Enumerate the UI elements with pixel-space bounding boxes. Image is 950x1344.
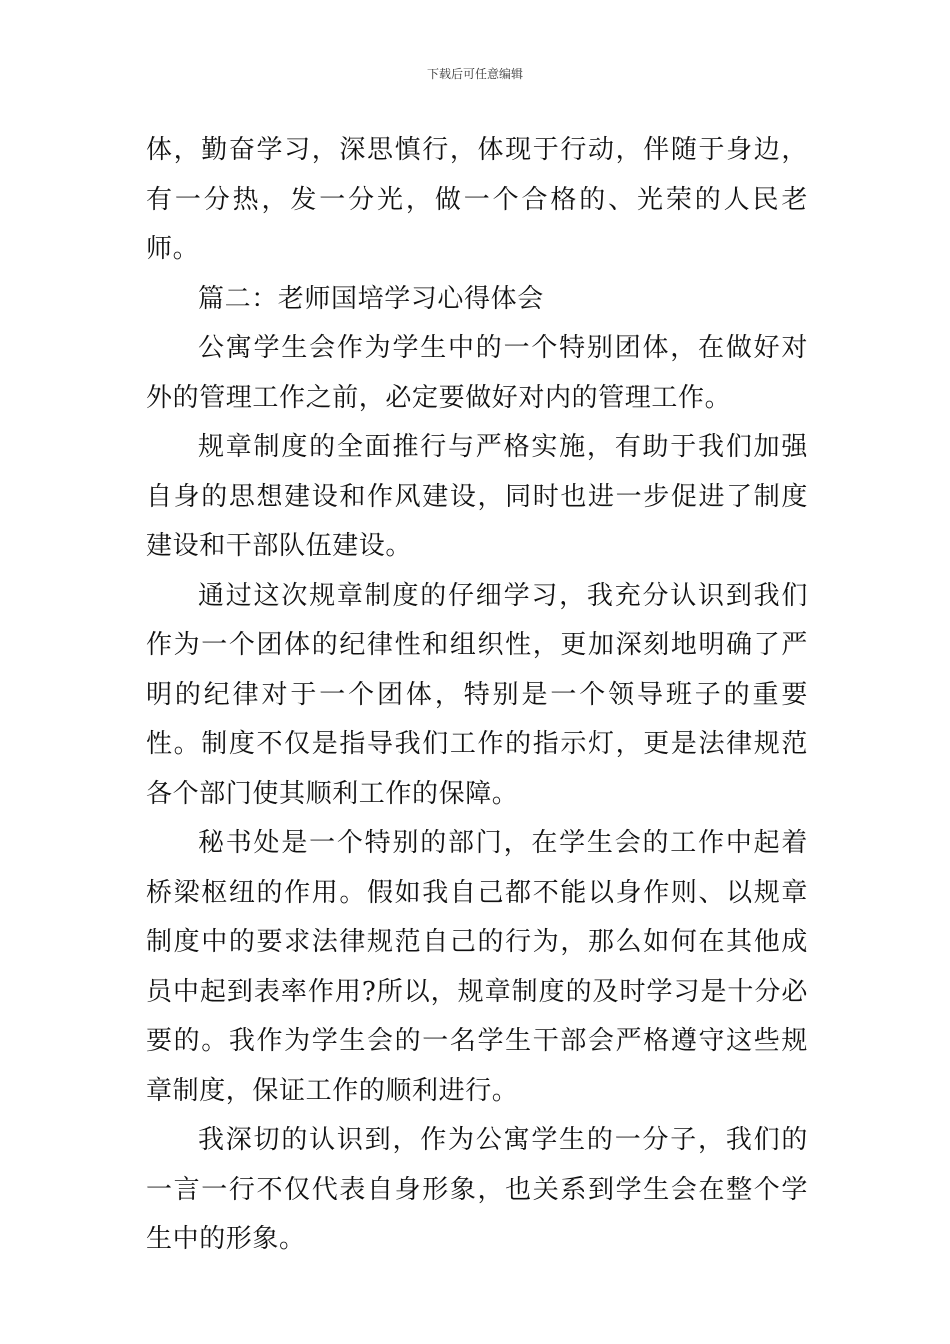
paragraph: 通过这次规章制度的仔细学习，我充分认识到我们作为一个团体的纪律性和组织性，更加深刻地明确了严明的纪律对于一个团体，特别是一个领导班子的重要性。制度不仅是指导我们工作的指示灯，更是法律规范各个部门使其顺利工作的保障。: [146, 580, 808, 809]
header-note: 下载后可任意编辑: [426, 67, 523, 81]
paragraph: 秘书处是一个特别的部门，在学生会的工作中起着桥梁枢纽的作用。假如我自己都不能以身作则、以规章制度中的要求法律规范自己的行为，那么如何在其他成员中起到表率作用?所以，规章制度的及时学习是十分必要的。我作为学生会的一名学生干部会严格遵守这些规章制度，保证工作的顺利进行。: [146, 828, 808, 1106]
paragraph-continuation: 体，勤奋学习，深思慎行，体现于行动，伴随于身边，有一分热，发一分光，做一个合格的、光荣的人民老师。: [146, 135, 808, 264]
paragraph: 规章制度的全面推行与严格实施，有助于我们加强自身的思想建设和作风建设，同时也进一步促进了制度建设和干部队伍建设。: [146, 432, 808, 561]
section-heading: 篇二：老师国培学习心得体会: [198, 283, 544, 314]
document-body: [146, 126, 808, 1265]
paragraph: 我深切的认识到，作为公寓学生的一分子，我们的一言一行不仅代表自身形象，也关系到学生会在整个学生中的形象。: [146, 1125, 808, 1254]
paragraph: 公寓学生会作为学生中的一个特别团体，在做好对外的管理工作之前，必定要做好对内的管理工作。: [146, 333, 808, 413]
